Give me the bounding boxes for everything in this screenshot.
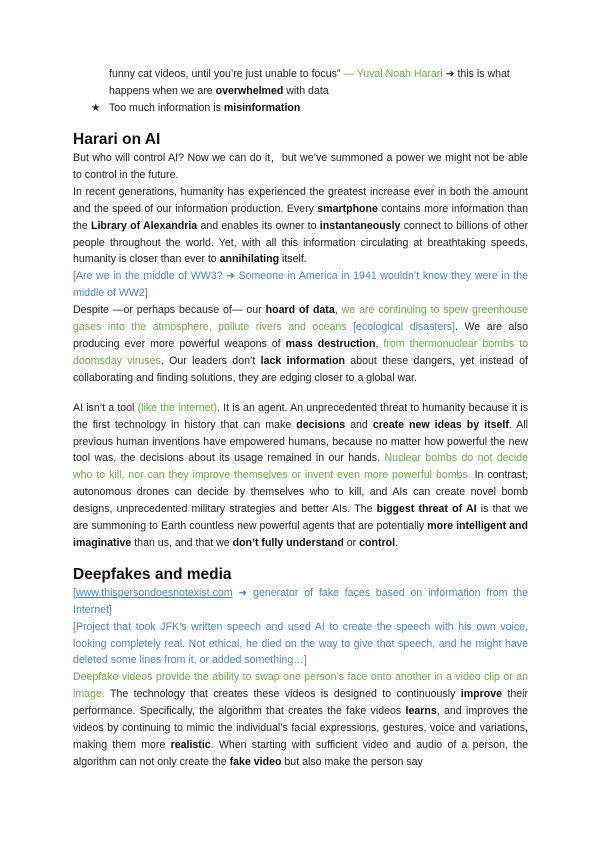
quote-comment-end: with data bbox=[283, 85, 329, 97]
paragraph-deepfake-videos bbox=[73, 669, 528, 770]
bold-term: learns bbox=[405, 705, 437, 718]
text-run: . bbox=[395, 536, 399, 549]
text-run: The technology that creates these videos is designed to continuously bbox=[104, 688, 461, 701]
text-run: In recent generations, humanity has experienced the greatest increase ever in both the amount and the speed of our information production. Every bbox=[73, 185, 528, 215]
paragraph-information-growth bbox=[73, 184, 528, 269]
text-run: [ecological disasters] bbox=[353, 321, 456, 334]
text-run: . Our leaders don’t bbox=[160, 354, 261, 367]
paragraph-hoard-of-data bbox=[73, 302, 528, 387]
note-ww3: [Are we in the middle of WW3? ➜ Someone in America in 1941 wouldn’t know they were in the middle of WW2] bbox=[73, 270, 528, 300]
quote-comment: ➜ this is what happens when we are bbox=[109, 68, 510, 97]
text-run: than us, and that we bbox=[131, 536, 233, 549]
text-run: or bbox=[343, 536, 360, 549]
bold-term: more intelligent and imaginative bbox=[73, 520, 528, 549]
bold-term: fake video bbox=[229, 755, 282, 768]
text-run: connect to billions of other people throughout the world. Yet, with all this information circulating at breathtaking speeds, humanity is closer than ever to bbox=[73, 219, 529, 266]
bold-term: realistic bbox=[170, 739, 211, 751]
text-run: AI isn’t a tool bbox=[73, 401, 138, 414]
bold-term: improve bbox=[460, 688, 502, 701]
bold-term: control bbox=[359, 536, 396, 549]
section-heading-harari: Harari on AI bbox=[73, 131, 161, 148]
bold-term: misinformation bbox=[223, 102, 301, 114]
text-run: contains more information than the bbox=[73, 202, 528, 232]
text-run: , bbox=[334, 304, 342, 317]
bold-term: decisions bbox=[296, 418, 346, 431]
section-heading-deepfakes: Deepfakes and media bbox=[73, 565, 232, 583]
bold-term: biggest threat of AI bbox=[376, 503, 477, 516]
text-run: In contrast, autonomous drones can decide by themselves who to kill, and AIs can create novel bomb designs, unprecedented military strategies and better AIs. The bbox=[73, 469, 528, 516]
bold-term: annihilating bbox=[219, 253, 280, 266]
text-run: we are continuing to spew greenhouse gases into the atmosphere, pollute rivers and oceans bbox=[73, 304, 528, 334]
quote-text: funny cat videos, until you’re just unable to focus” bbox=[109, 68, 344, 80]
text-run: but also make the person say bbox=[281, 755, 423, 768]
bold-term: hoard of data bbox=[265, 304, 335, 317]
text-run: is that we are summoning to Earth countless new powerful agents that are potentially bbox=[73, 503, 528, 533]
text-run: . When starting with sufficient video and audio of a person, the algorithm can not only create the bbox=[73, 739, 528, 768]
quote-attribution: — Yuval Noah Harari bbox=[343, 68, 446, 80]
bold-term: smartphone bbox=[317, 202, 378, 215]
text-run: and enables its owner to bbox=[197, 219, 320, 232]
paragraph-intro: But who will control AI? Now we can do it，but we’ve summoned a power we might not be able to control in the future. bbox=[73, 152, 528, 181]
bold-term: don’t fully understand bbox=[232, 536, 344, 549]
note-thispersondoesnotexist bbox=[73, 585, 528, 619]
bold-term: lack information bbox=[260, 354, 345, 367]
text-run: , and improves the videos by continuing to mimic the individual’s facial expressions, gestures, voice and variations, making them more bbox=[73, 705, 528, 751]
bold-term: instantaneously bbox=[319, 219, 401, 232]
url-text: www.thispersondoesnotexist.com bbox=[75, 586, 233, 599]
quote-continuation bbox=[73, 66, 528, 100]
bold-term: mass destruction bbox=[285, 337, 376, 350]
bold-term: Library of Alexandria bbox=[90, 219, 198, 232]
paragraph-ai-agent bbox=[73, 400, 528, 552]
text-run: and bbox=[345, 418, 373, 431]
text-run: ➜ generator of fake faces based on information from the Internet] bbox=[73, 586, 528, 616]
text-run: about these dangers, yet instead of collaborating and finding solutions, they are edging closer to a global war. bbox=[73, 354, 528, 384]
text-run: . All previous human inventions have empowered humans, because no matter how powerful the new tool was, the decisions about its usage remained in our hands. bbox=[73, 418, 529, 465]
bold-term: overwhelmed bbox=[215, 85, 284, 97]
text-run: Despite —or perhaps because of— our bbox=[73, 304, 266, 317]
text-run: itself. bbox=[279, 253, 307, 266]
list-item-text: Too much information is bbox=[109, 102, 224, 114]
note-jfk-project: [Project that took JFK’s written speech and used AI to create the speech with his own voice, looking completely real. Not ethical, he died on the way to give that speech, and he might have deleted some lines from it, or added something…] bbox=[73, 620, 528, 667]
text-run: [ bbox=[73, 586, 76, 599]
text-run: , bbox=[375, 337, 384, 350]
text-run: . We are also producing ever more powerful weapons of bbox=[73, 321, 528, 350]
star-bullet-icon: ★ bbox=[91, 102, 101, 114]
text-run: Deepfake videos provide the ability to swap one person’s face onto another in a video clip or an image. bbox=[73, 671, 528, 701]
text-run: . It is an agent. An unprecedented threat to humanity because it is the first technology in history that can make bbox=[73, 401, 528, 431]
text-run: their performance. Specifically, the algorithm that creates the fake videos bbox=[73, 688, 528, 718]
text-run: (like the internet) bbox=[137, 401, 217, 414]
document-page bbox=[73, 66, 528, 771]
text-run: Nuclear bombs do not decide who to kill, nor can they improve themselves or invent even more powerful bombs. bbox=[73, 452, 528, 482]
list-item bbox=[73, 100, 528, 117]
bold-term: create new ideas by itself bbox=[372, 418, 509, 431]
text-run: from thermonuclear bombs to doomsday viruses bbox=[73, 337, 529, 367]
